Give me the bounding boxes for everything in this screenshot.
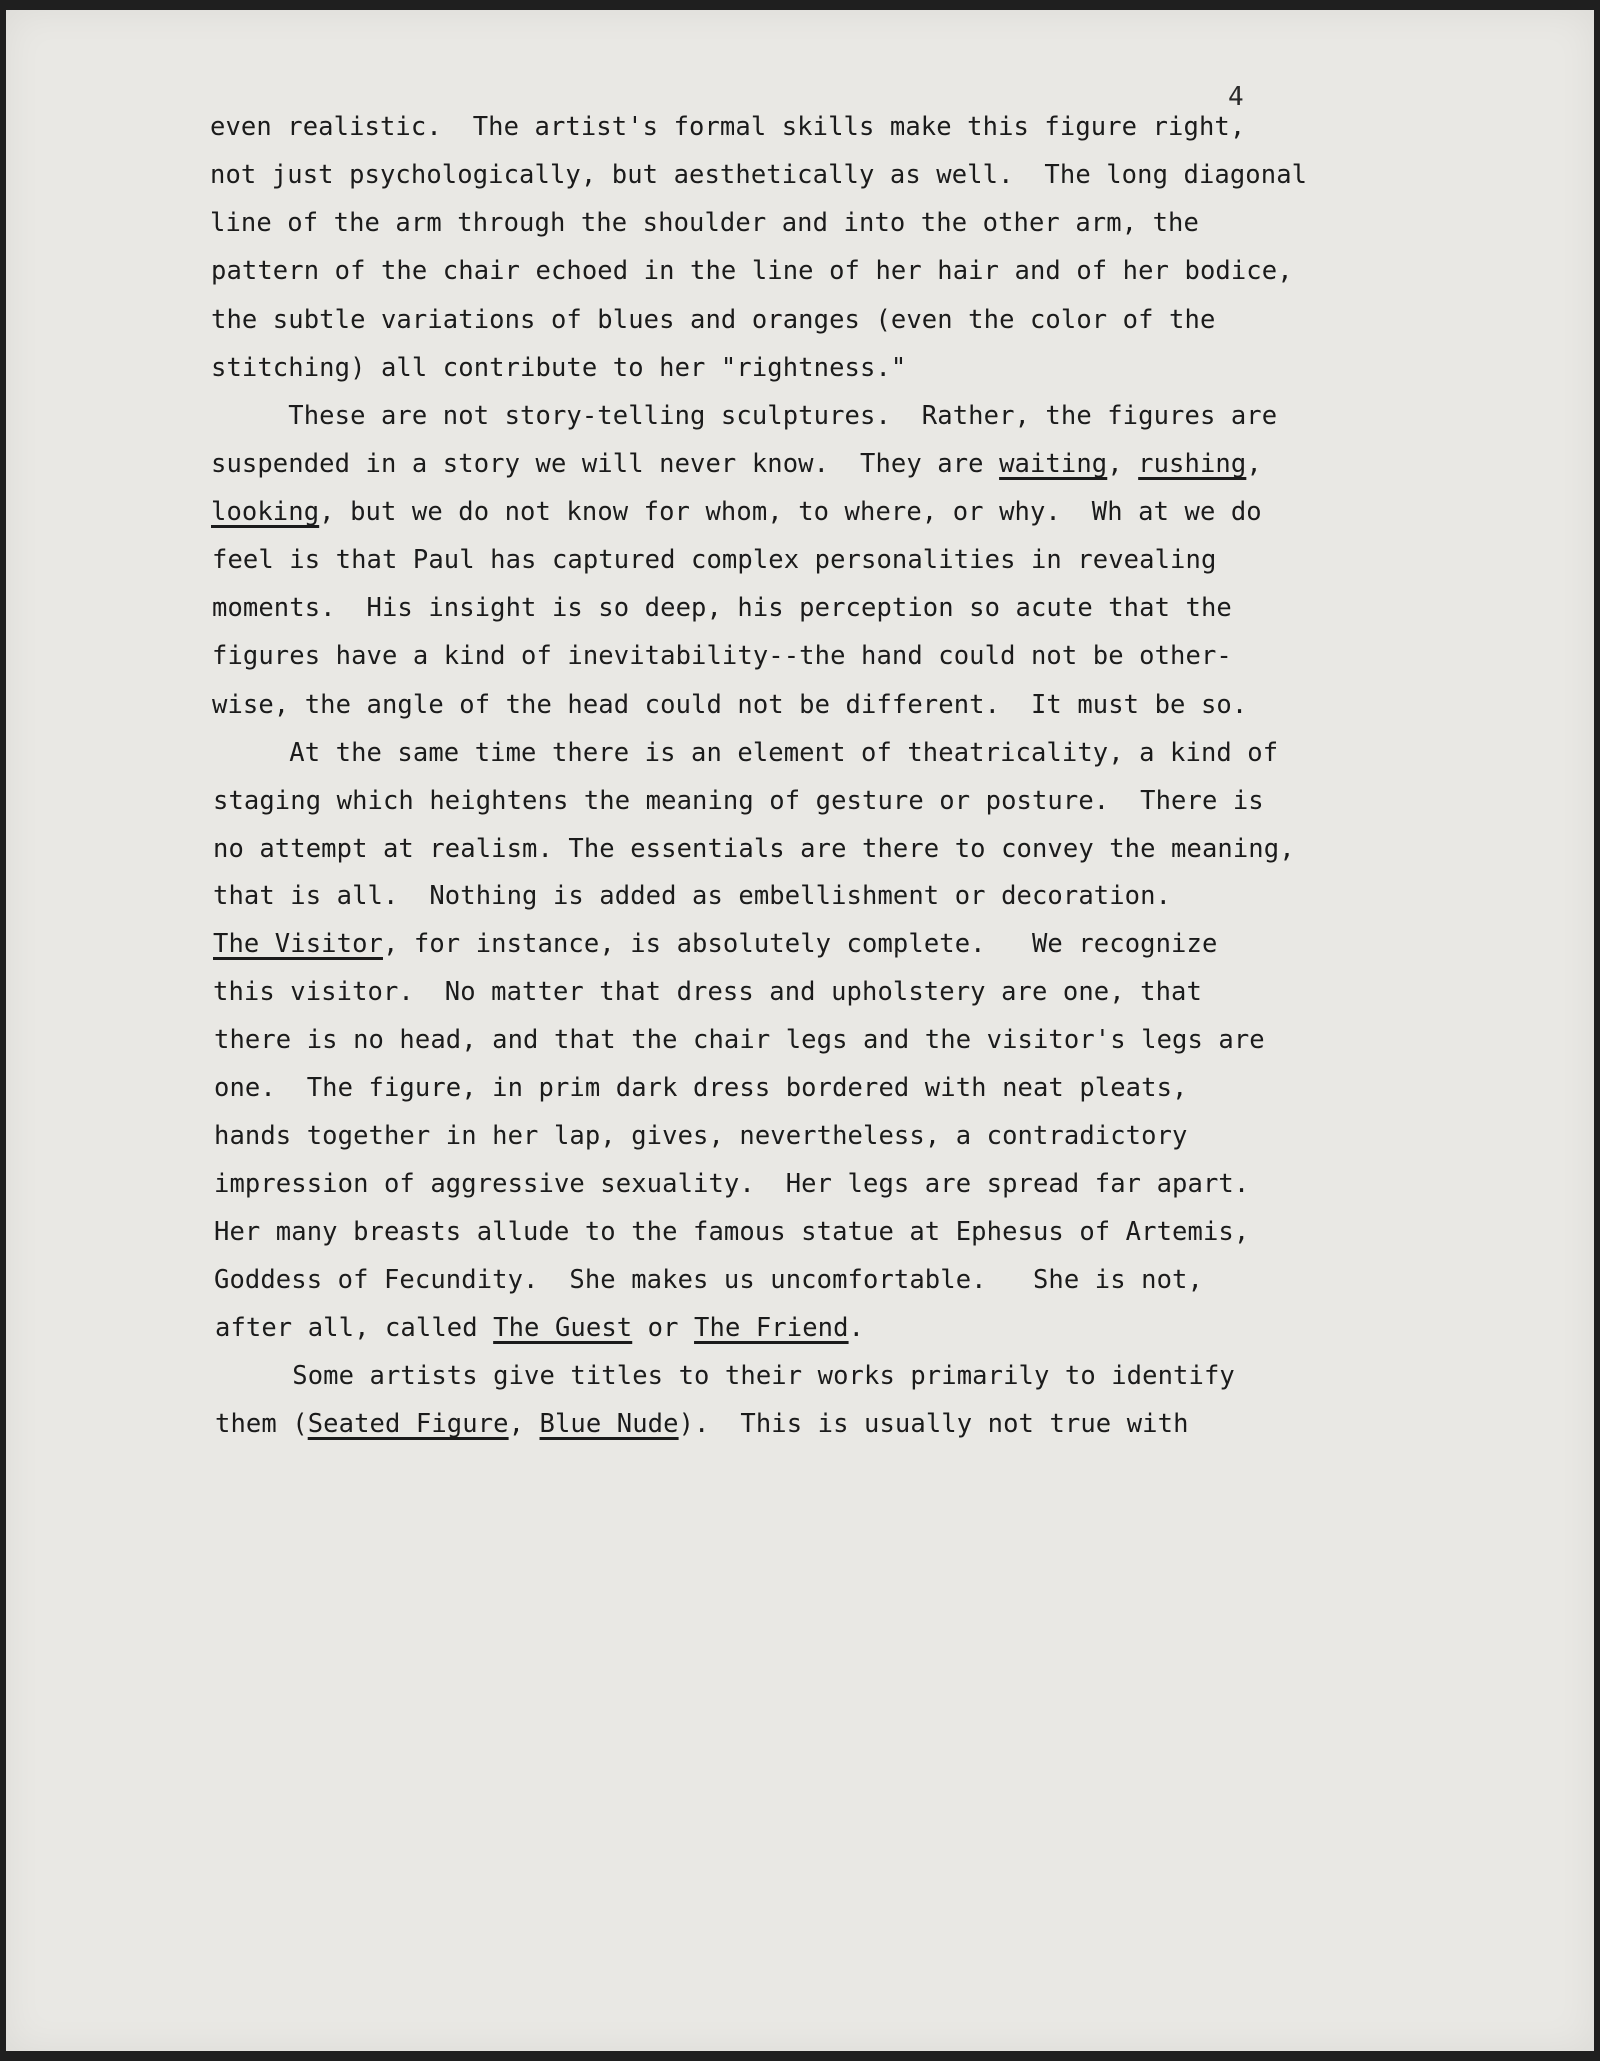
underlined-title: Blue Nude <box>539 1409 679 1439</box>
text-line <box>214 1025 1265 1055</box>
text-line <box>213 786 1264 816</box>
text-segment: this visitor. No matter that dress and upholstery are one, that <box>213 977 1202 1007</box>
text-segment: Some artists give titles to their works primarily to identify <box>215 1361 1235 1391</box>
text-segment: Her many breasts allude to the famous statue at Ephesus of Artemis, <box>214 1217 1250 1247</box>
text-segment: , <box>1246 449 1262 479</box>
text-line <box>214 1073 1188 1103</box>
text-segment: , <box>1107 449 1139 479</box>
text-line <box>210 208 1199 238</box>
text-segment: figures have a kind of inevitability--the hand could not be other- <box>212 641 1232 671</box>
text-line <box>210 112 1245 142</box>
text-segment: feel is that Paul has captured complex personalities in revealing <box>212 545 1217 575</box>
text-segment: no attempt at realism. The essentials are there to convey the meaning, <box>213 834 1295 864</box>
text-line <box>210 160 1307 190</box>
page-number: 4 <box>1228 82 1244 112</box>
text-segment: wise, the angle of the head could not be different. It must be so. <box>212 690 1248 720</box>
text-line <box>211 305 1215 335</box>
text-segment: , for instance, is absolutely complete. We recognize <box>382 929 1218 959</box>
underlined-title: The Guest <box>493 1313 633 1343</box>
text-line <box>214 1217 1249 1247</box>
text-segment: not just psychologically, but aesthetically as well. The long diagonal <box>210 160 1308 190</box>
text-segment: staging which heightens the meaning of gesture or posture. There is <box>213 786 1264 816</box>
underlined-title: The Friend <box>694 1313 849 1343</box>
text-segment: or <box>632 1313 695 1343</box>
text-segment: , but we do not know for whom, to where, or why. Wh at we do <box>319 497 1262 527</box>
text-line <box>211 401 1277 431</box>
text-segment: , <box>508 1409 540 1439</box>
document-page <box>6 10 1594 2051</box>
text-line <box>212 641 1232 671</box>
text-line <box>215 1361 1235 1391</box>
text-line <box>213 977 1202 1007</box>
text-segment: stitching) all contribute to her "rightness." <box>211 353 907 383</box>
text-segment: there is no head, and that the chair legs and the visitor's legs are <box>214 1025 1265 1055</box>
text-line <box>212 545 1216 575</box>
text-segment: that is all. Nothing is added as embellishment or decoration. <box>213 881 1172 911</box>
text-segment: impression of aggressive sexuality. Her legs are spread far apart. <box>214 1169 1250 1199</box>
underlined-title: The Visitor <box>213 929 383 959</box>
text-line <box>211 353 906 383</box>
text-segment: them ( <box>215 1409 308 1439</box>
text-segment: At the same time there is an element of theatricality, a kind of <box>212 738 1279 768</box>
text-segment: ). This is usually not true with <box>678 1409 1189 1439</box>
text-line <box>213 881 1171 911</box>
text-line <box>213 834 1295 864</box>
text-segment: . <box>848 1313 865 1343</box>
text-line <box>213 929 1217 959</box>
text-line <box>211 256 1293 286</box>
text-segment: These are not story-telling sculptures. Rather, the figures are <box>211 401 1278 431</box>
text-line <box>211 497 1262 527</box>
underlined-title: waiting <box>999 449 1108 479</box>
text-segment: pattern of the chair echoed in the line of her hair and of her bodice, <box>211 256 1293 286</box>
text-line <box>214 1265 1203 1295</box>
text-segment: after all, called <box>215 1313 494 1343</box>
text-segment: the subtle variations of blues and oranges (even the color of the <box>211 305 1216 335</box>
text-line <box>211 449 1262 479</box>
text-line <box>215 1409 1189 1439</box>
text-segment: suspended in a story we will never know. They are <box>211 449 1000 479</box>
text-line <box>214 1121 1188 1151</box>
text-line <box>212 690 1247 720</box>
underlined-title: looking <box>211 497 320 527</box>
text-line <box>212 593 1232 623</box>
text-segment: hands together in her lap, gives, nevertheless, a contradictory <box>214 1121 1188 1151</box>
text-line <box>212 738 1278 768</box>
text-segment: even realistic. The artist's formal skills make this figure right, <box>210 112 1246 142</box>
text-segment: one. The figure, in prim dark dress bordered with neat pleats, <box>214 1073 1188 1103</box>
text-line <box>214 1169 1249 1199</box>
text-line <box>215 1313 864 1343</box>
underlined-title: Seated Figure <box>307 1409 509 1439</box>
text-segment: line of the arm through the shoulder and into the other arm, the <box>210 208 1199 238</box>
underlined-title: rushing <box>1138 449 1247 479</box>
text-segment: moments. His insight is so deep, his perception so acute that the <box>212 593 1232 623</box>
text-segment: Goddess of Fecundity. She makes us uncomfortable. She is not, <box>214 1265 1203 1295</box>
